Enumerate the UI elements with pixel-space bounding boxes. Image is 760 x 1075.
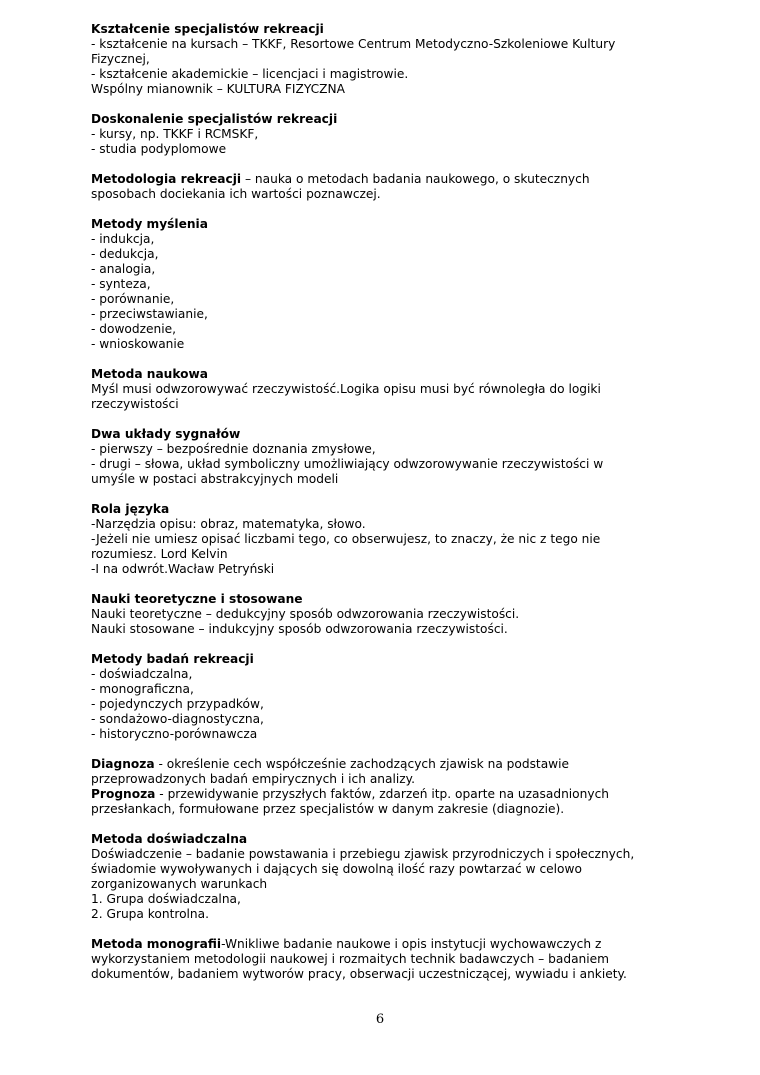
section-metoda-doswiadczalna: [91, 832, 676, 922]
text-line: - drugi – słowa, układ symboliczny umożliwiający odwzorowywanie rzeczywistości w: [91, 457, 604, 471]
list-item: 1. Grupa doświadczalna,: [91, 892, 241, 906]
text-line: - studia podyplomowe: [91, 142, 227, 156]
section-heading: Kształcenie specjalistów rekreacji: [91, 22, 324, 36]
definition-line: [91, 937, 676, 952]
text-line: rzeczywistości: [91, 397, 179, 411]
text-line: Nauki teoretyczne – dedukcyjny sposób odwzorowania rzeczywistości.: [91, 607, 520, 621]
list-item: - sondażowo-diagnostyczna,: [91, 712, 264, 726]
text-line: Wspólny mianownik – KULTURA FIZYCZNA: [91, 82, 345, 96]
definition-line: [91, 757, 676, 772]
section-metodologia: [91, 172, 676, 202]
term: Metoda monografii: [91, 937, 222, 951]
text-line: - kształcenie akademickie – licencjaci i magistrowie.: [91, 67, 409, 81]
text-line: - kształcenie na kursach – TKKF, Resortowe Centrum Metodyczno-Szkoleniowe Kultury: [91, 37, 616, 51]
section-doskonalenie: [91, 112, 676, 157]
section-heading: Nauki teoretyczne i stosowane: [91, 592, 303, 606]
list-item: - przeciwstawianie,: [91, 307, 208, 321]
list-item: - analogia,: [91, 262, 156, 276]
page-content: [91, 22, 676, 997]
text-line: Nauki stosowane – indukcyjny sposób odwzorowania rzeczywistości.: [91, 622, 508, 636]
section-rola-jezyka: [91, 502, 676, 577]
list-item: - synteza,: [91, 277, 151, 291]
list-item: 2. Grupa kontrolna.: [91, 907, 209, 921]
term: Diagnoza: [91, 757, 155, 771]
section-nauki: [91, 592, 676, 637]
text-line: przesłankach, formułowane przez specjalistów w danym zakresie (diagnozie).: [91, 802, 565, 816]
text-line: Myśl musi odwzorowywać rzeczywistość.Logika opisu musi być równoległa do logiki: [91, 382, 601, 396]
section-metody-badan: [91, 652, 676, 742]
text-line: -Jeżeli nie umiesz opisać liczbami tego, co obserwujesz, to znaczy, że nic z tego nie: [91, 532, 601, 546]
term: Metodologia rekreacji: [91, 172, 242, 186]
section-metoda-naukowa: [91, 367, 676, 412]
section-heading: Metoda naukowa: [91, 367, 208, 381]
text-line: sposobach dociekania ich wartości poznawczej.: [91, 187, 381, 201]
definition-text: - przewidywanie przyszłych faktów, zdarzeń itp. oparte na uzasadnionych: [155, 787, 609, 801]
page-number: 6: [375, 1012, 385, 1027]
list-item: - doświadczalna,: [91, 667, 193, 681]
section-heading: Metoda doświadczalna: [91, 832, 248, 846]
list-item: - pojedynczych przypadków,: [91, 697, 264, 711]
text-line: dokumentów, badaniem wytworów pracy, obserwacji uczestniczącej, wywiadu i ankiety.: [91, 967, 627, 981]
section-dwa-uklady: [91, 427, 676, 487]
section-heading: Dwa układy sygnałów: [91, 427, 241, 441]
list-item: - dedukcja,: [91, 247, 159, 261]
text-line: -Narzędzia opisu: obraz, matematyka, słowo.: [91, 517, 366, 531]
definition-line: [91, 172, 676, 187]
definition-text: -Wnikliwe badanie naukowe i opis instytucji wychowawczych z: [221, 937, 602, 951]
text-line: zorganizowanych warunkach: [91, 877, 268, 891]
text-line: - kursy, np. TKKF i RCMSKF,: [91, 127, 259, 141]
section-heading: Metody myślenia: [91, 217, 208, 231]
list-item: - indukcja,: [91, 232, 155, 246]
definition-line: [91, 787, 676, 802]
text-line: -I na odwrót.Wacław Petryński: [91, 562, 275, 576]
section-ksztalcenie: [91, 22, 676, 97]
text-line: rozumiesz. Lord Kelvin: [91, 547, 228, 561]
text-line: umyśle w postaci abstrakcyjnych modeli: [91, 472, 339, 486]
text-line: Fizycznej,: [91, 52, 150, 66]
list-item: - wnioskowanie: [91, 337, 185, 351]
list-item: - porównanie,: [91, 292, 175, 306]
definition-text: – nauka o metodach badania naukowego, o skutecznych: [241, 172, 590, 186]
list-item: - monograficzna,: [91, 682, 194, 696]
section-heading: Metody badań rekreacji: [91, 652, 254, 666]
definition-text: - określenie cech współcześnie zachodzących zjawisk na podstawie: [154, 757, 570, 771]
section-metoda-monografii: [91, 937, 676, 982]
section-heading: Rola języka: [91, 502, 170, 516]
section-metody-myslenia: [91, 217, 676, 352]
text-line: wykorzystaniem metodologii naukowej i rozmaitych technik badawczych – badaniem: [91, 952, 610, 966]
list-item: - dowodzenie,: [91, 322, 177, 336]
text-line: świadomie wywoływanych i dających się dowolną ilość razy powtarzać w celowo: [91, 862, 582, 876]
text-line: przeprowadzonych badań empirycznych i ich analizy.: [91, 772, 416, 786]
section-diagnoza-prognoza: [91, 757, 676, 817]
text-line: - pierwszy – bezpośrednie doznania zmysłowe,: [91, 442, 376, 456]
section-heading: Doskonalenie specjalistów rekreacji: [91, 112, 338, 126]
term: Prognoza: [91, 787, 156, 801]
text-line: Doświadczenie – badanie powstawania i przebiegu zjawisk przyrodniczych i społecznych,: [91, 847, 635, 861]
list-item: - historyczno-porównawcza: [91, 727, 258, 741]
